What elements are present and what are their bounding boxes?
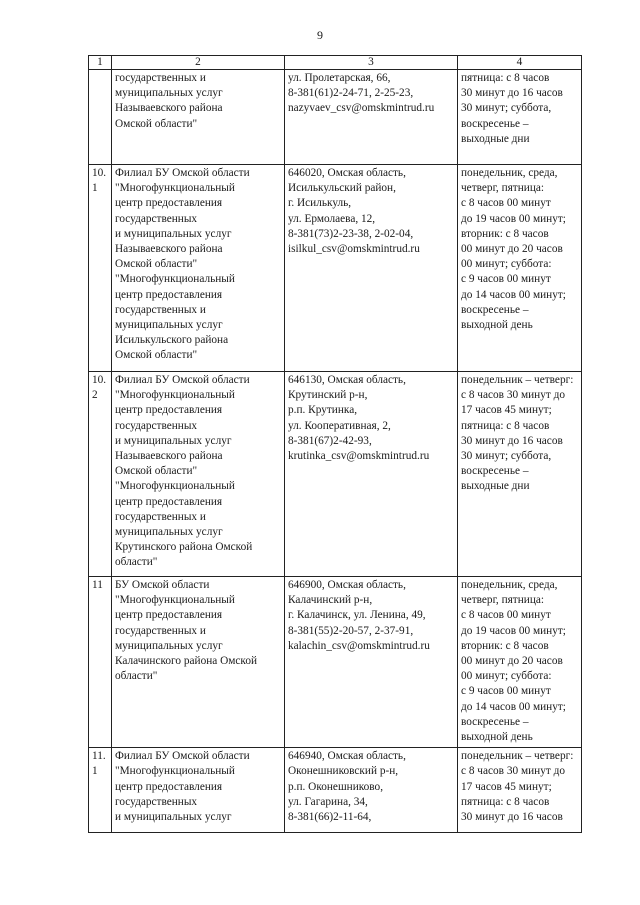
address-cell: 646940, Омская область, Оконешниковский р-н, р.п. Оконешниково, ул. Гагарина, 34, 8-381(66)2-11-64,: [285, 748, 458, 833]
column-header: 1: [89, 56, 112, 70]
row-number-cell: [89, 70, 112, 165]
row-number-cell: 11.1: [89, 748, 112, 833]
organization-cell: Филиал БУ Омской области "Многофункциональный центр предоставления государственных и муниципальных услуг: [112, 748, 285, 833]
working-hours-cell: пятница: с 8 часов 30 минут до 16 часов 30 минут; суббота, воскресенье – выходные дни: [458, 70, 582, 165]
address-cell: 646900, Омская область, Калачинский р-н, г. Калачинск, ул. Ленина, 49, 8-381(55)2-20-57, 2-37-91, kalachin_csv@omskmintrud.ru: [285, 577, 458, 748]
table-row: [89, 165, 582, 372]
organization-cell: Филиал БУ Омской области "Многофункциональный центр предоставления государственных и муниципальных услуг Называевского района Омской области" "Многофункциональный центр предоставления государственных и муниципальных услуг Крутинского района Омской области": [112, 372, 285, 577]
column-header: 4: [458, 56, 582, 70]
table-row: [89, 70, 582, 165]
working-hours-cell: понедельник – четверг: с 8 часов 30 минут до 17 часов 45 минут; пятница: с 8 часов 30 минут до 16 часов 30 минут; суббота, воскресенье – выходные дни: [458, 372, 582, 577]
working-hours-cell: понедельник, среда, четверг, пятница: с 8 часов 00 минут до 19 часов 00 минут; вторник: с 8 часов 00 минут до 20 часов 00 минут; суббота: с 9 часов 00 минут до 14 часов 00 минут; воскресенье – выходной день: [458, 577, 582, 748]
organization-cell: БУ Омской области "Многофункциональный центр предоставления государственных и муниципальных услуг Калачинского района Омской области": [112, 577, 285, 748]
row-number-cell: 11: [89, 577, 112, 748]
column-header: 2: [112, 56, 285, 70]
table-row: [89, 372, 582, 577]
table-header-row: [89, 56, 582, 70]
working-hours-cell: понедельник – четверг: с 8 часов 30 минут до 17 часов 45 минут; пятница: с 8 часов 30 минут до 16 часов: [458, 748, 582, 833]
address-cell: 646020, Омская область, Исилькульский район, г. Исилькуль, ул. Ермолаева, 12, 8-381(73)2-23-38, 2-02-04, isilkul_csv@omskmintrud.ru: [285, 165, 458, 372]
table-row: [89, 577, 582, 748]
organization-cell: государственных и муниципальных услуг Называевского района Омской области": [112, 70, 285, 165]
column-header: 3: [285, 56, 458, 70]
mfc-offices-table: [88, 55, 582, 833]
row-number-cell: 10.2: [89, 372, 112, 577]
table-row: [89, 748, 582, 833]
row-number-cell: 10.1: [89, 165, 112, 372]
page-number: 9: [317, 28, 323, 42]
working-hours-cell: понедельник, среда, четверг, пятница: с 8 часов 00 минут до 19 часов 00 минут; вторник: с 8 часов 00 минут до 20 часов 00 минут; суббота: с 9 часов 00 минут до 14 часов 00 минут; воскресенье – выходной день: [458, 165, 582, 372]
address-cell: 646130, Омская область, Крутинский р-н, р.п. Крутинка, ул. Кооперативная, 2, 8-381(67)2-42-93, krutinka_csv@omskmintrud.ru: [285, 372, 458, 577]
address-cell: ул. Пролетарская, 66, 8-381(61)2-24-71, 2-25-23, nazyvaev_csv@omskmintrud.ru: [285, 70, 458, 165]
organization-cell: Филиал БУ Омской области "Многофункциональный центр предоставления государственных и муниципальных услуг Называевского района Омской области" "Многофункциональный центр предоставления государственных и муниципальных услуг Исилькульского района Омской области": [112, 165, 285, 372]
